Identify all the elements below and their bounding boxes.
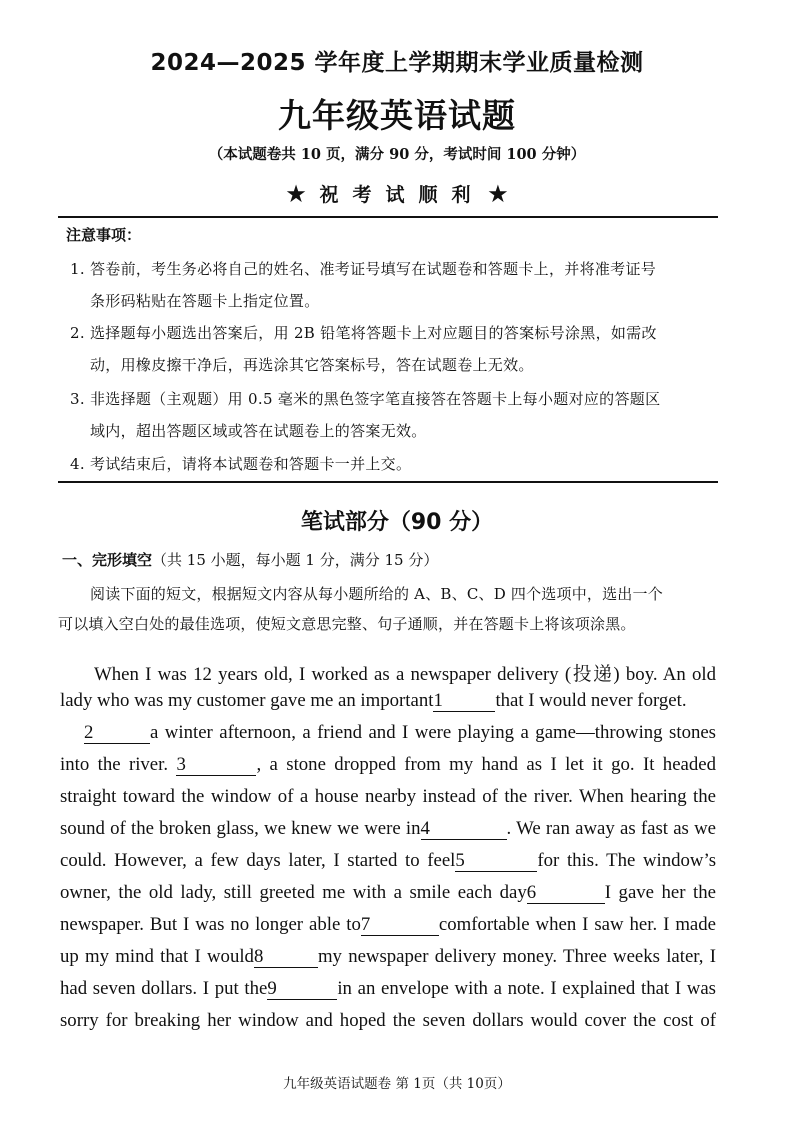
passage-text: could. However, a few days later, I started to feel: [60, 850, 456, 871]
page-footer: 九年级英语试题卷 第 1页（共 10页）: [283, 1076, 511, 1092]
star-icon: ★: [488, 181, 508, 206]
section-heading: 笔试部分（90 分）: [300, 510, 494, 535]
passage-text: into the river.: [60, 754, 169, 775]
passage-text: for this. The window’s: [537, 850, 717, 871]
passage-text: I gave her the: [604, 882, 716, 903]
exam-info: （本试题卷共 10 页，满分 90 分，考试时间 100 分钟）: [208, 146, 586, 163]
passage-text: in an envelope with a note. I explained that I was: [337, 978, 716, 999]
passage-line: [60, 690, 716, 712]
passage-line: [60, 818, 716, 840]
passage-line: [60, 946, 716, 968]
passage-text: . We ran away as fast as we: [506, 818, 716, 839]
notice-line: 1. 答卷前，考生务必将自己的姓名、准考证号填写在试题卷和答题卡上，并将准考证号: [70, 260, 657, 278]
passage-text: my newspaper delivery money. Three weeks later, I: [317, 946, 716, 967]
passage-text: , a stone dropped from my hand as I let it go. It headed: [256, 754, 716, 775]
passage-text: a winter afternoon, a friend and I were playing a game—throwing stones: [150, 722, 716, 743]
passage-line: [60, 978, 716, 1000]
blank-1: 1: [433, 691, 495, 712]
passage-text: that I would never forget.: [495, 690, 687, 711]
blank-5: 5: [455, 851, 537, 872]
divider-line: [58, 216, 718, 218]
passage-text: comfortable when I saw her. I made: [438, 914, 716, 935]
part-detail: （共 15 小题，每小题 1 分，满分 15 分）: [152, 551, 439, 569]
part-heading: [62, 549, 438, 570]
divider-line: [58, 481, 718, 483]
passage-line: [60, 850, 716, 872]
notice-line: 3. 非选择题（主观题）用 0.5 毫米的黑色签字笔直接答在答题卡上每小题对应的答题区: [70, 390, 661, 408]
blank-9: 9: [267, 979, 337, 1000]
passage-line: When I was 12 years old, I worked as a newspaper delivery (投递) boy. An old: [94, 664, 716, 685]
subject-title: 九年级英语试题: [278, 96, 516, 135]
passage-line: [84, 722, 716, 744]
passage-text: had seven dollars. I put the: [60, 978, 268, 999]
notice-line: 动，用橡皮擦干净后，再选涂其它答案标号，答在试题卷上无效。: [90, 356, 534, 374]
passage-line: [60, 754, 716, 776]
exam-title: 2024—2025 学年度上学期期末学业质量检测: [150, 50, 644, 76]
instruction-line: 阅读下面的短文，根据短文内容从每小题所给的 A、B、C、D 四个选项中，选出一个: [90, 585, 663, 603]
notice-line: 条形码粘贴在答题卡上指定位置。: [90, 292, 320, 310]
part-number: 一、: [62, 551, 93, 569]
blank-6: 6: [527, 883, 605, 904]
passage-text: sound of the broken glass, we knew we were in: [60, 818, 421, 839]
blank-2: 2: [84, 723, 150, 744]
passage-text: up my mind that I would: [60, 946, 254, 967]
passage-line: sorry for breaking her window and hoped the seven dollars would cover the cost of: [60, 1010, 716, 1031]
notice-title: 注意事项：: [66, 226, 142, 244]
passage-line: straight toward the window of a house nearby instead of the river. When hearing the: [60, 786, 716, 807]
blank-4: 4: [421, 819, 507, 840]
blank-8: 8: [254, 947, 318, 968]
star-icon: ★: [286, 181, 306, 206]
passage-line: [60, 882, 716, 904]
instruction-line: 可以填入空白处的最佳选项，使短文意思完整、句子通顺，并在答题卡上将该项涂黑。: [58, 615, 636, 633]
passage-text: newspaper. But I was no longer able to: [60, 914, 361, 935]
passage-text: owner, the old lady, still greeted me with a smile each day: [60, 882, 527, 903]
notice-line: 域内，超出答题区域或答在试题卷上的答案无效。: [90, 422, 427, 440]
good-luck-banner: [0, 180, 794, 207]
blank-7: 7: [361, 915, 439, 936]
passage-text: lady who was my customer gave me an important: [60, 690, 434, 711]
blank-3: 3: [176, 755, 256, 776]
part-name: 完形填空: [92, 551, 153, 569]
passage-line: [60, 914, 716, 936]
notice-line: 4. 考试结束后，请将本试题卷和答题卡一并上交。: [70, 455, 412, 473]
good-luck-text: 祝考试顺利: [319, 184, 485, 206]
notice-line: 2. 选择题每小题选出答案后，用 2B 铅笔将答题卡上对应题目的答案标号涂黑，如需改: [70, 324, 657, 342]
